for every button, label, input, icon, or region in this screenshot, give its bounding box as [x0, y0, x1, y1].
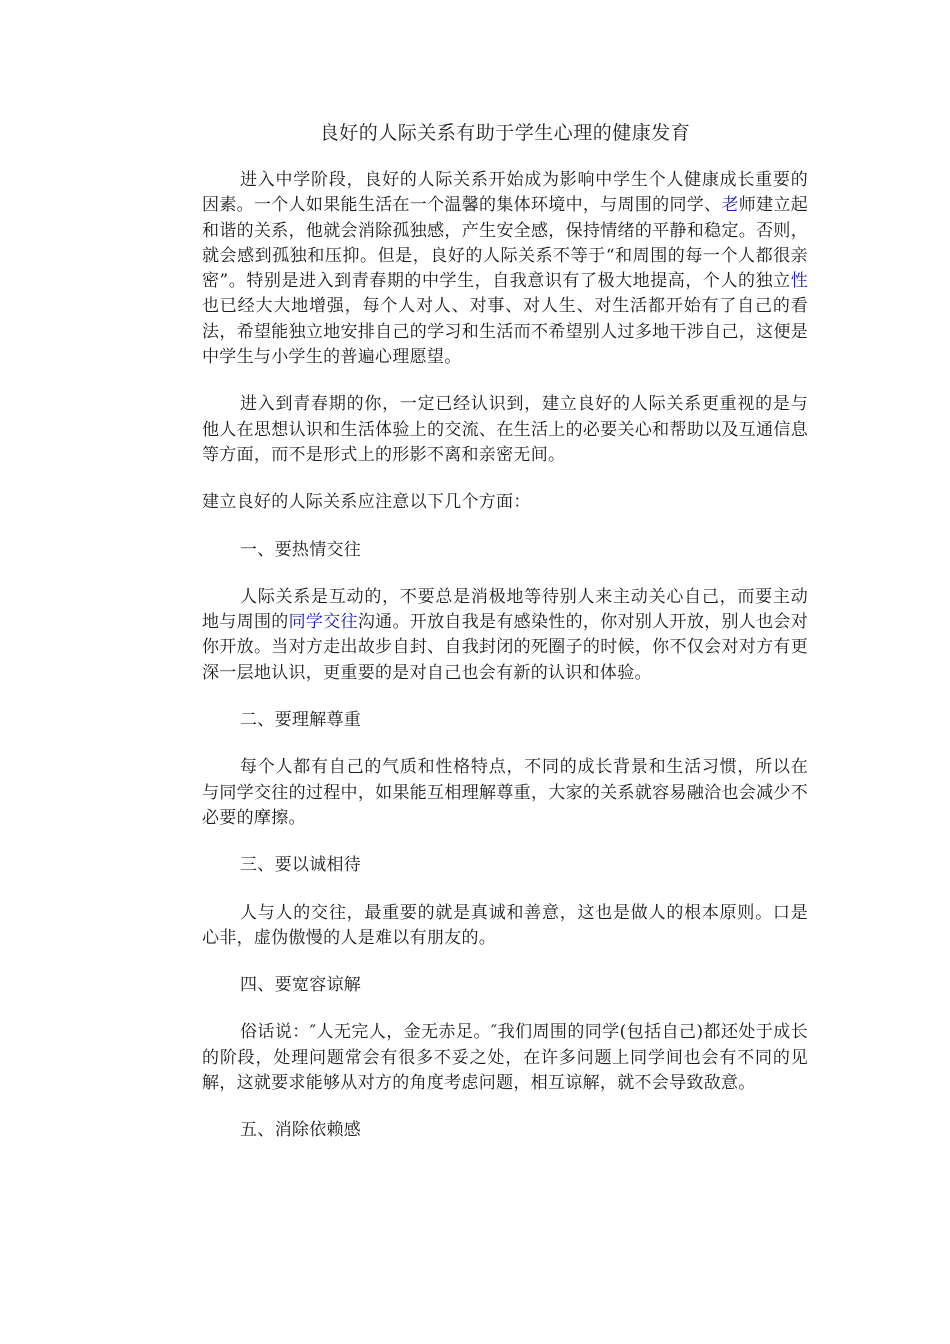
- section-heading-5: 五、消除依赖感: [240, 1120, 362, 1141]
- section-heading-2: 二、要理解尊重: [240, 710, 362, 731]
- paragraph-section-1-text-a: 人际关系是互动的，不要总是消极地等待别人来主动关心自己，而要主动地与周围的: [202, 586, 808, 633]
- paragraph-adolescence: 进入到青春期的你，一定已经认识到，建立良好的人际关系更重视的是与他人在思想认识和生活体验上的交流、在生活上的必要关心和帮助以及互通信息等方面，而不是形式上的形影不离和亲密无间。: [202, 394, 808, 465]
- link-classmate-interaction[interactable]: 同学交往: [288, 612, 358, 633]
- paragraph-intro-text-b: 师建立起和谐的关系，他就会消除孤独感，产生安全感，保持情绪的平静和稳定。否则，就会感到孤独和压抑。但是，良好的人际关系不等于“和周围的每一个人都很亲密”。特别是进入到青春期的中学生，自我意识有了极大地提高，个人的独立: [202, 195, 809, 292]
- paragraph-section-1-text-b: 沟通。开放自我是有感染性的，你对别人开放，别人也会对你开放。当对方走出故步自封、自我封闭的死圈子的时候，你不仅会对对方有更深一层地认识，更重要的是对自己也会有新的认识和体验。: [202, 612, 808, 683]
- link-teacher[interactable]: 老: [721, 195, 739, 216]
- document-body: [202, 120, 808, 1166]
- paragraph-section-2: 每个人都有自己的气质和性格特点，不同的成长背景和生活习惯，所以在与同学交往的过程中，如果能互相理解尊重，大家的关系就容易融洽也会减少不必要的摩擦。: [202, 757, 808, 828]
- paragraph-intro-text-c: 也已经大大地增强，每个人对人、对事、对人生、对生活都开始有了自己的看法，希望能独立地安排自己的学习和生活而不希望别人过多地干涉自己，这便是中学生与小学生的普遍心理愿望。: [202, 296, 808, 368]
- section-heading-4: 四、要宽容谅解: [240, 975, 362, 996]
- link-independence[interactable]: 性: [790, 271, 808, 292]
- paragraph-section-1: [202, 585, 808, 686]
- paragraph-section-4: 俗话说：″人无完人，金无赤足。″我们周围的同学(包括自己)都还处于成长的阶段，处理问题常会有很多不妥之处，在许多问题上同学间也会有不同的见解，这就要求能够从对方的角度考虑问题，相互谅解，就不会导致敌意。: [202, 1022, 808, 1094]
- document-title: 良好的人际关系有助于学生心理的健康发育: [319, 122, 691, 144]
- paragraph-aspects-intro: 建立良好的人际关系应注意以下几个方面：: [202, 492, 531, 513]
- paragraph-intro-text-a: 进入中学阶段，良好的人际关系开始成为影响中学生个人健康成长重要的因素。一个人如果能生活在一个温馨的集体环境中，与周围的同学、: [202, 170, 808, 216]
- paragraph-section-3: 人与人的交往，最重要的就是真诚和善意，这也是做人的根本原则。口是心非，虚伪傲慢的人是难以有朋友的。: [202, 902, 808, 948]
- paragraph-intro: [202, 168, 808, 370]
- section-heading-3: 三、要以诚相待: [240, 855, 362, 876]
- section-heading-1: 一、要热情交往: [240, 539, 362, 560]
